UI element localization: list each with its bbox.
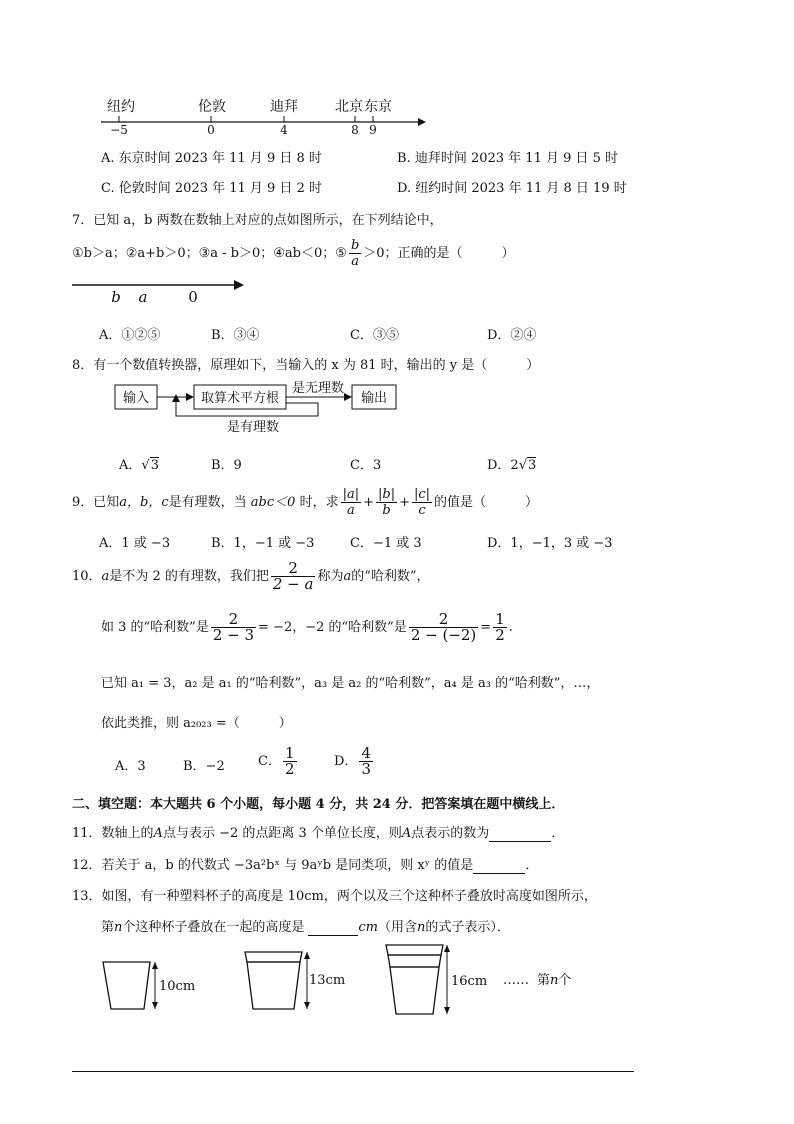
q7-option-a[interactable]: A．①②⑤: [99, 328, 161, 343]
box-output: 输出: [360, 391, 388, 406]
cup-stack-three: [386, 945, 487, 1014]
q13-answer-blank[interactable]: [308, 920, 358, 936]
q13-line1: 13．如图，有一种塑料杯子的高度是 10cm，两个以及三个这种杯子叠放时高度如图所示，: [72, 889, 597, 904]
q7-option-d[interactable]: D．②④: [487, 328, 537, 343]
q10-option-c[interactable]: C． $\frac{1}{2}$: [258, 744, 295, 778]
q9-option-d[interactable]: D．1，−1，3 或 −3: [487, 536, 613, 551]
q13-cups-figure: [0, 940, 794, 1020]
label-irrational: 是无理数: [291, 381, 345, 396]
page-bottom-rule: [72, 1071, 634, 1072]
q8-flowchart: [0, 378, 794, 438]
q6-option-d[interactable]: D. 纽约时间 2023 年 11 月 8 日 19 时: [397, 181, 627, 196]
q12: 12．若关于 a，b 的代数式 −3a²bˣ 与 9aʸb 是同类项，则 xʸ 的值是 ．: [72, 858, 539, 873]
axis-label-b: b: [111, 288, 121, 306]
q8-option-b[interactable]: B．9: [211, 458, 242, 473]
q11-answer-blank[interactable]: [489, 826, 551, 842]
q6-option-a[interactable]: A. 东京时间 2023 年 11 月 9 日 8 时: [101, 151, 322, 166]
q13-line2: 第n个这种杯子叠放在一起的高度是 cm（用含n的式子表示）．: [101, 920, 510, 935]
q7-conditions: [72, 238, 515, 270]
q10-line3: 已知 a₁ = 3，a₂ 是 a₁ 的“哈利数”，a₃ 是 a₂ 的“哈利数”，a₄ 是 a₃ 的“哈利数”，…，: [101, 676, 600, 691]
section-2-title: 二、填空题：本大题共 6 个小题，每小题 4 分，共 24 分．把答案填在题中横线上．: [72, 797, 565, 812]
city-label: 迪拜: [270, 99, 298, 115]
q10-option-a[interactable]: A．3: [115, 759, 146, 774]
q12-answer-blank[interactable]: [473, 858, 525, 874]
q7-number-line: [0, 270, 300, 310]
cup-stack-one: [103, 962, 195, 1009]
q7-option-c[interactable]: C．③⑤: [350, 328, 399, 343]
q7-cond-suffix: ＞0；正确的是（ ）: [363, 246, 515, 261]
axis-label-zero: 0: [188, 288, 198, 306]
tick-label: −5: [110, 123, 128, 137]
tick-label: 9: [369, 123, 377, 137]
cup-label-16: 16cm: [451, 974, 488, 989]
q10-line2: 如 3 的“哈利数”是 $\frac{2}{2 - 3}$ = −2，−2 的“哈利数”是 $\frac{2}{2 - (-2)}$ = $\frac{1}{2}$ .: [101, 610, 513, 644]
q6-option-b[interactable]: B. 迪拜时间 2023 年 11 月 9 日 5 时: [397, 151, 619, 166]
q8-stem: 8．有一个数值转换器，原理如下，当输入的 x 为 81 时，输出的 y 是（ ）: [72, 358, 540, 373]
q6-option-c[interactable]: C. 伦敦时间 2023 年 11 月 9 日 2 时: [101, 181, 322, 196]
q8-option-c[interactable]: C．3: [350, 458, 382, 473]
label-rational: 是有理数: [226, 420, 280, 435]
q8-option-a[interactable]: A．√3: [119, 458, 159, 473]
tick-label: 4: [280, 123, 288, 137]
city-label: 东京: [364, 99, 392, 115]
q7-option-b[interactable]: B．③④: [211, 328, 260, 343]
city-label: 纽约: [107, 99, 135, 115]
q7-cond-prefix: ①b＞a；②a+b＞0；③a - b＞0；④ab＜0；⑤: [72, 246, 347, 261]
q6-number-line: [0, 0, 794, 140]
ellipsis: ……: [503, 973, 529, 988]
q10-line1: 10．a是不为 2 的有理数，我们把 $\frac{2}{2 - a}$ 称为a的“哈利数”，: [72, 559, 430, 593]
q10-line4: 依此类推，则 a₂₀₂₃ =（ ）: [101, 716, 292, 731]
city-label: 北京: [335, 99, 363, 115]
cup-label-13: 13cm: [309, 973, 346, 988]
q10-option-b[interactable]: B．−2: [183, 759, 225, 774]
q9-stem: 9．已知a，b，c是有理数，当 abc＜0 时，求 $\frac{|a|}{a}$ + $\frac{|b|}{b}$ + $\frac{|c|}{c}$ 的值是（ ）: [72, 487, 539, 518]
cup-label-10: 10cm: [159, 979, 196, 994]
box-input: 输入: [122, 391, 150, 406]
axis-label-a: a: [138, 288, 148, 306]
tick-label: 0: [207, 123, 215, 137]
q8-option-d[interactable]: D．2√3: [487, 458, 537, 473]
q10-option-d[interactable]: D． $\frac{4}{3}$: [334, 744, 371, 778]
q11: 11．数轴上的A点与表示 −2 的点距离 3 个单位长度，则A点表示的数为 ．: [72, 826, 565, 841]
city-label: 伦敦: [198, 99, 226, 115]
q9-option-a[interactable]: A．1 或 −3: [99, 536, 171, 551]
nth-label: 第n个: [537, 973, 572, 988]
q9-option-c[interactable]: C．−1 或 3: [350, 536, 422, 551]
cup-stack-two: [245, 952, 345, 1009]
q7-fraction: $\frac{b}{a}$: [350, 238, 360, 269]
q7-stem: 7．已知 a，b 两数在数轴上对应的点如图所示，在下列结论中，: [72, 213, 443, 228]
box-sqrt: 取算术平方根: [200, 391, 280, 406]
tick-label: 8: [351, 123, 359, 137]
q9-option-b[interactable]: B．1，−1 或 −3: [211, 536, 315, 551]
